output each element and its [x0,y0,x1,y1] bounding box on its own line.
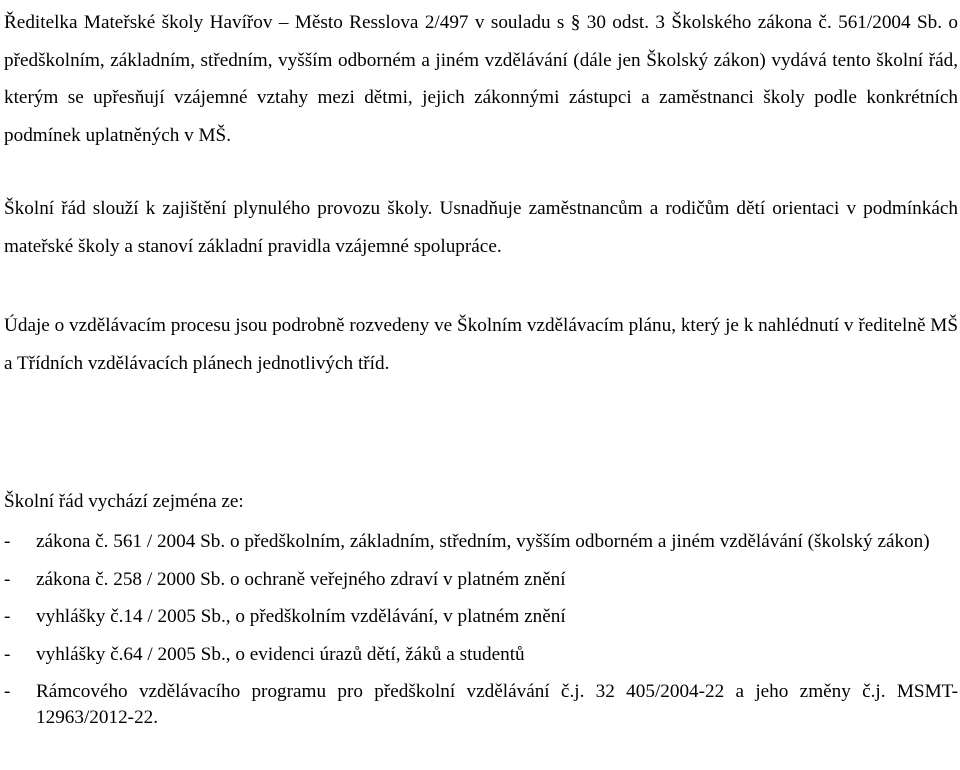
list-bullet: - [4,531,11,552]
list-item [0,523,958,561]
list-bullet: - [4,568,11,590]
education-info-paragraph: Údaje o vzdělávacím procesu jsou podrobně rozvedeny ve Školním vzdělávacím plánu, který je k nahlédnutí v ředitelně MŠ a Třídních vzdělávacích plánech jednotlivých tříd. [4,315,958,374]
list-item [0,561,958,599]
list-item [0,636,958,674]
list-bullet: - [4,643,11,665]
list-item-text: vyhlášky č.14 / 2005 Sb., o předškolním vzdělávání, v platném znění [36,606,566,628]
list-bullet: - [4,606,11,628]
list-item-text: zákona č. 561 / 2004 Sb. o předškolním, základním, středním, vyšším odborném a jiném vzdělávání (školský zákon) [36,531,930,552]
list-item-text: Rámcového vzdělávacího programu pro předškolní vzdělávání č.j. 32 405/2004-22 a jeho změny č.j. MSMT-12963/2012-22. [36,681,958,729]
purpose-paragraph: Školní řád slouží k zajištění plynulého provozu školy. Usnadňuje zaměstnancům a rodičům dětí orientaci v podmínkách mateřské školy a stanoví základní pravidla vzájemné spolupráce. [4,198,958,257]
sources-heading: Školní řád vychází zejména ze: [4,491,244,512]
list-item-text: vyhlášky č.64 / 2005 Sb., o evidenci úrazů dětí, žáků a studentů [36,643,525,665]
list-item [0,598,958,636]
list-bullet: - [4,681,11,703]
sources-list [0,523,960,731]
intro-paragraph: Ředitelka Mateřské školy Havířov – Město Resslova 2/497 v souladu s § 30 odst. 3 Školského zákona č. 561/2004 Sb. o předškolním, základním, středním, vyšším odborném a jiném vzdělávání (dále jen Školský zákon) vydává tento školní řád, kterým se upřesňují vzájemné vztahy mezi dětmi, jejich zákonnými zástupci a zaměstnanci školy podle konkrétních podmínek uplatněných v MŠ. [4,12,958,146]
list-item [0,673,958,731]
list-item-text: zákona č. 258 / 2000 Sb. o ochraně veřejného zdraví v platném znění [36,568,566,590]
